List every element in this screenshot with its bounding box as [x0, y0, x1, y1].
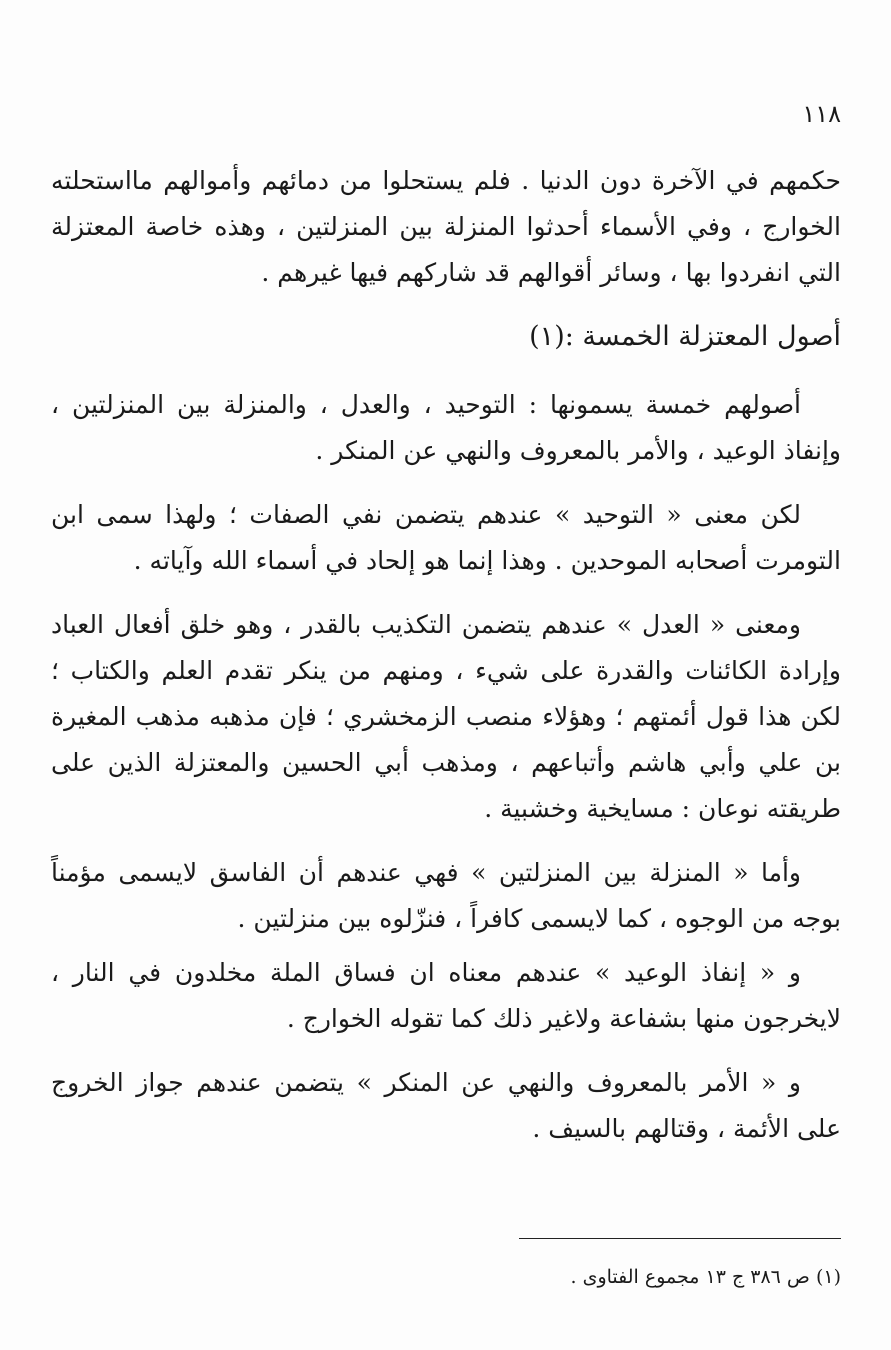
paragraph-waid: و « إنفاذ الوعيد » عندهم معناه ان فساق الملة مخلدون في النار ، لايخرجون منها بشفاعة ولاغير ذلك كما تقوله الخوارج . [51, 958, 841, 1033]
footnote: (١) ص ٣٨٦ ج ١٣ مجموع الفتاوى . [570, 1266, 841, 1288]
page-number: ١١٨ [802, 100, 841, 128]
paragraph-manzila: وأما « المنزلة بين المنزلتين » فهي عندهم أن الفاسق لايسمى مؤمناً بوجه من الوجوه ، كما لايسمى كافراً ، فنزّلوه بين منزلتين . [51, 858, 841, 933]
paragraph-usul: أصولهم خمسة يسمونها : التوحيد ، والعدل ، والمنزلة بين المنزلتين ، وإنفاذ الوعيد ، والأمر بالمعروف والنهي عن المنكر . [51, 390, 841, 465]
paragraph-tawhid: لكن معنى « التوحيد » عندهم يتضمن نفي الصفات ؛ ولهذا سمى ابن التومرت أصحابه الموحدين . وهذا إنما هو إلحاد في أسماء الله وآياته . [51, 500, 841, 575]
paragraph-amr: و « الأمر بالمعروف والنهي عن المنكر » يتضمن عندهم جواز الخروج على الأئمة ، وقتالهم بالسيف . [51, 1068, 841, 1143]
footnote-divider [519, 1238, 841, 1239]
body-text [51, 158, 841, 1170]
paragraph-adl: ومعنى « العدل » عندهم يتضمن التكذيب بالقدر ، وهو خلق أفعال العباد وإرادة الكائنات والقدرة على شيء ، ومنهم من ينكر تقدم العلم والكتاب ؛ لكن هذا قول أئمتهم ؛ وهؤلاء منصب الزمخشري ؛ فإن مذهبه مذهب المغيرة بن علي وأبي هاشم وأتباعهم ، ومذهب أبي الحسين والمعتزلة الذين على طريقته نوعان : مسايخية وخشبية . [51, 610, 841, 823]
section-heading: أصول المعتزلة الخمسة :(١) [529, 321, 841, 352]
paragraph-intro: حكمهم في الآخرة دون الدنيا . فلم يستحلوا من دمائهم وأموالهم مااستحلته الخوارج ، وفي الأسماء أحدثوا المنزلة بين المنزلتين ، وهذه خاصة المعتزلة التي انفردوا بها ، وسائر أقوالهم قد شاركهم فيها غيرهم . [51, 166, 841, 287]
